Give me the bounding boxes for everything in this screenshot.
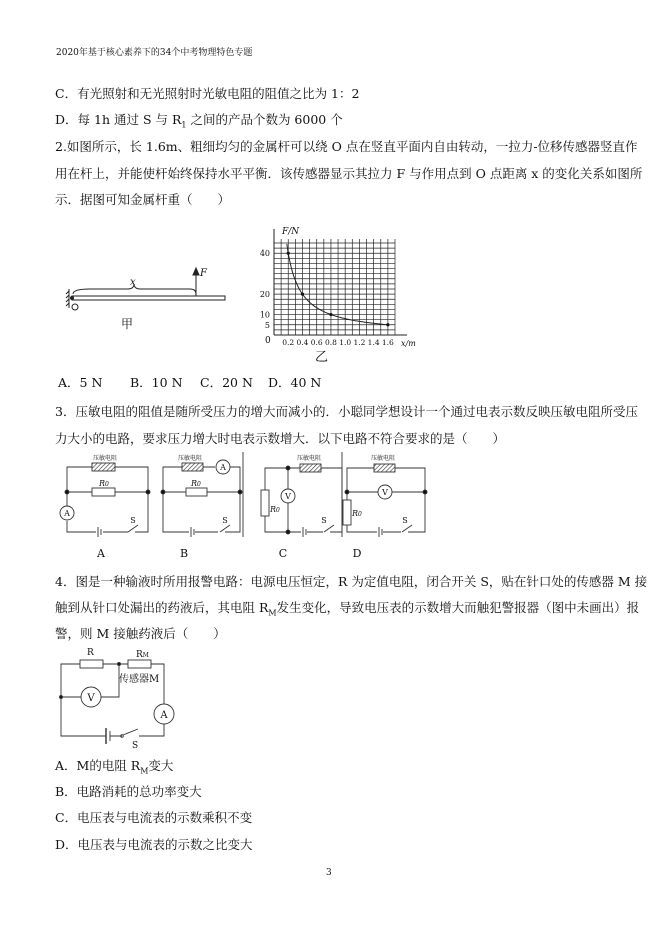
data-point	[287, 252, 290, 255]
prev-option-c: C．有光照射和无光照射时光敏电阻的阻值之比为 1：2	[55, 86, 360, 101]
q2-line: 2.如图所示，长 1.6m、粗细均匀的金属杆可以绕 O 点在竖直平面内自由转动，一拉力-位移传感器竖直作	[55, 139, 638, 154]
label: 压敏电阻	[93, 455, 118, 462]
caption-jia: 甲	[121, 317, 134, 331]
q3-captions	[96, 547, 362, 560]
label: S	[130, 516, 136, 525]
q3-circuits	[60, 452, 427, 537]
page-number: 3	[326, 868, 332, 878]
switch	[123, 729, 138, 735]
label-r0: R0	[270, 505, 280, 514]
label-r0: R0	[99, 479, 109, 488]
resistor-r0	[92, 488, 115, 496]
label-x: x	[130, 277, 136, 288]
pressure-resistor	[300, 464, 321, 472]
resistor-r0	[343, 500, 351, 525]
label: A	[64, 509, 70, 518]
data-point	[301, 293, 304, 296]
y-tick-label: 10	[259, 310, 270, 320]
data-point	[329, 313, 332, 316]
circuit-c	[261, 464, 342, 537]
text: 变大	[148, 758, 174, 773]
text: 发生变化，导致电压表的示数增大而触犯警报器（图中未画出）报	[276, 600, 640, 615]
label-v: V	[87, 693, 95, 704]
label-r: R	[87, 648, 94, 658]
x-tick-label: 1.0	[339, 338, 352, 347]
text: D．每 1h 通过 S 与 R	[55, 112, 182, 127]
resistor-r0	[186, 488, 207, 496]
series-curve	[287, 244, 388, 325]
label-rm: RM	[136, 650, 149, 660]
label: 压敏电阻	[178, 455, 203, 462]
q4-option-c: C．电压表与电流表的示数乘积不变	[55, 810, 253, 825]
x-tick-label: 1.4	[367, 338, 380, 347]
x-tick-label: 0.8	[324, 338, 337, 347]
y-tick-label: 5	[264, 320, 270, 330]
q3-line: 3．压敏电阻的阻值是随所受压力的增大而减小的．小聪同学想设计一个通过电表示数反映压敏电阻所受压	[55, 404, 638, 419]
caption: C	[278, 547, 288, 560]
pressure-resistor	[92, 463, 115, 471]
q2-line: 用在杆上，并能使杆始终保持水平平衡．该传感器显示其拉力 F 与作用点到 O 点距离 x 的变化关系如图所	[55, 166, 643, 181]
circuit-a	[60, 463, 150, 537]
y-tick-label: 20	[259, 290, 270, 300]
subscript: 1	[181, 120, 187, 130]
q2-line: 示．据图可知金属杆重（ ）	[55, 192, 231, 207]
label: S	[222, 516, 228, 525]
label: S	[321, 516, 327, 525]
pressure-resistor	[182, 463, 203, 471]
chart-ylabel: F/N	[282, 227, 300, 237]
caption: D	[352, 547, 362, 560]
caption: B	[179, 547, 189, 560]
label: V	[382, 488, 388, 497]
caption: A	[97, 547, 105, 560]
force-distance-chart	[260, 229, 407, 347]
switch	[324, 525, 334, 532]
label-r0: R0	[352, 509, 362, 518]
label: V	[285, 492, 291, 501]
q3-labels	[93, 454, 395, 462]
subscript: M	[268, 608, 277, 618]
subscript: M	[140, 766, 149, 776]
pivot-point	[71, 297, 74, 300]
text: A．M的电阻 R	[55, 758, 141, 773]
caption-yi: 乙	[315, 350, 329, 365]
circuit-d	[343, 464, 427, 537]
metal-rod	[72, 296, 225, 300]
x-tick-label: 0.2	[282, 338, 295, 347]
sensor-resistor-rm	[128, 660, 151, 668]
resistor-r0	[261, 490, 269, 516]
text: 触到从针口处漏出的药液后，其电阻 R	[55, 600, 269, 615]
q4-circuit	[60, 660, 175, 744]
resistor-r	[80, 660, 103, 668]
x-tick-label: 0.6	[310, 338, 323, 347]
q4-line: 警，则 M 接触药液后（ ）	[55, 626, 226, 641]
label: 压敏电阻	[371, 455, 396, 462]
q2-option-c: C．20 N	[200, 375, 253, 390]
q4-option-d: D．电压表与电流表的示数之比变大	[55, 837, 253, 852]
label: S	[402, 516, 408, 525]
q2-option-b: B．10 N	[130, 375, 183, 390]
force-arrowhead	[193, 268, 199, 275]
label-s: S	[132, 741, 139, 751]
page-header: 2020年基于核心素养下的34个中考物理特色专题	[56, 48, 253, 58]
label-f: F	[200, 268, 207, 279]
chart-xlabel: x/m	[401, 339, 416, 348]
pressure-resistor	[374, 464, 395, 472]
q2-option-d: D．40 N	[268, 375, 322, 390]
label-sensor: 传感器M	[119, 674, 160, 685]
x-tick-label: 1.6	[381, 338, 394, 347]
q3-line: 力大小的电路，要求压力增大时电表示数增大．以下电路不符合要求的是（ ）	[55, 431, 506, 446]
text: 之间的产品个数为 6000 个	[186, 112, 343, 127]
chart-origin: 0	[265, 336, 271, 346]
q2-option-a: A．5 N	[58, 375, 103, 390]
q4-option-b: B．电路消耗的总功率变大	[55, 784, 202, 799]
label-a: A	[160, 710, 168, 721]
label: A	[220, 463, 226, 472]
circuit-b	[161, 460, 242, 537]
y-tick-label: 40	[259, 249, 270, 259]
pivot-o-mark	[72, 304, 78, 310]
x-tick-label: 0.4	[296, 338, 309, 347]
switch	[128, 525, 138, 532]
switch	[402, 525, 412, 532]
x-tick-label: 1.2	[353, 338, 366, 347]
q4-line: 4．图是一种输液时所用报警电路：电源电压恒定，R 为定值电阻，闭合开关 S，贴在针口处的传感器 M 接	[55, 574, 648, 589]
data-point	[386, 323, 389, 326]
label-r0: R0	[191, 479, 201, 488]
label: 压敏电阻	[297, 455, 322, 462]
switch	[220, 525, 230, 532]
q3-r0-labels	[98, 479, 362, 518]
